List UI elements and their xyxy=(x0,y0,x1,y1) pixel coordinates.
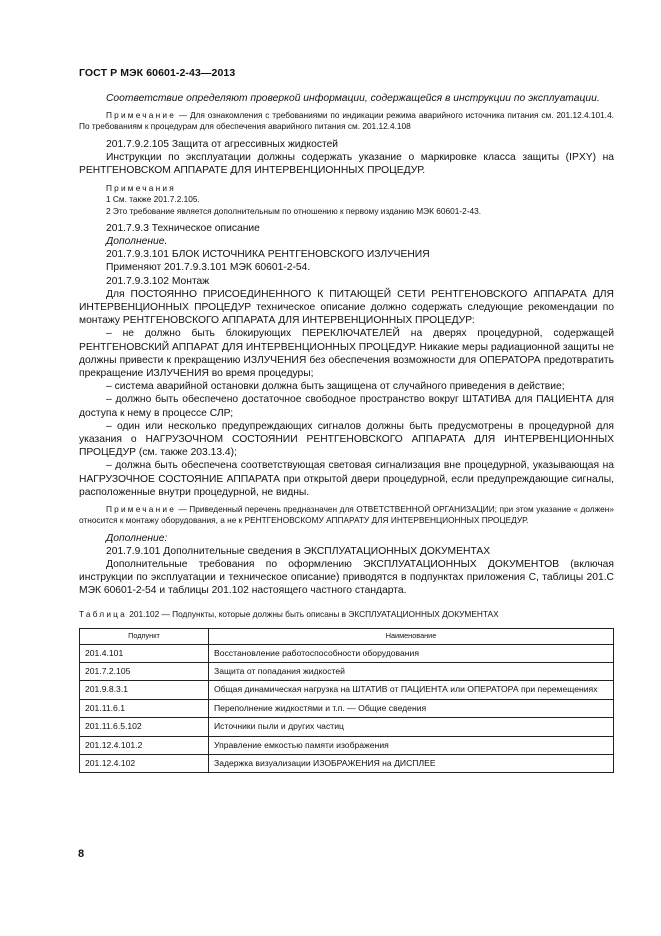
compliance-paragraph: Соответствие определяют проверкой информации, содержащейся в инструкции по эксплуатации. xyxy=(106,93,600,104)
note-2-1: 1 См. также 201.7.2.105. xyxy=(106,194,200,205)
note-3 xyxy=(79,504,614,526)
paragraph-2105: Инструкции по эксплуатации должны содержать указание о маркировке класса защиты (IPXY) на РЕНТГЕНОВСКОМ АППАРАТЕ ДЛЯ ИНТЕРВЕНЦИОННЫХ ПРОЦЕДУР. xyxy=(79,151,614,177)
section-heading-93101: 201.7.9.3.101 БЛОК ИСТОЧНИКА РЕНТГЕНОВСКОГО ИЗЛУЧЕНИЯ xyxy=(106,249,430,261)
note-text: — Для ознакомления с требованиями по индикации режима аварийного источника питания см. 201.12.4.101.4. По требованиям к процедурам для обеспечения аварийного питания см. 201.12.4.108 xyxy=(79,110,614,132)
column-header-title: Наименование xyxy=(209,628,614,644)
note-label: Примечание xyxy=(106,110,177,121)
table-cell: 201.11.6.5.102 xyxy=(80,718,209,736)
note-2-2: 2 Это требование является дополнительным по отношению к первому изданию МЭК 60601-2-43. xyxy=(106,205,482,216)
section-heading-93102: 201.7.9.3.102 Монтаж xyxy=(106,275,210,287)
table-row xyxy=(80,662,614,680)
table-cell: 201.11.6.1 xyxy=(80,699,209,717)
table-row xyxy=(80,644,614,662)
subclauses-table xyxy=(79,628,614,774)
page-body xyxy=(79,92,614,773)
table-caption-label: Таблица xyxy=(79,608,127,619)
table-cell: Задержка визуализации ИЗОБРАЖЕНИЯ на ДИСПЛЕЕ xyxy=(209,754,614,772)
table-header-row xyxy=(80,628,614,644)
list-item: – не должно быть блокирующих ПЕРЕКЛЮЧАТЕЛЕЙ на дверях процедурной, содержащей РЕНТГЕНОВСКИЙ АППАРАТ ДЛЯ ИНТЕРВЕНЦИОННЫХ ПРОЦЕДУР. Никакие меры радиационной защиты не должны привести к прекращению ИЗЛУЧЕНИЯ без обеспечения возможности для ОПЕРАТОРА предотвратить прекращение ИЗЛУЧЕНИЯ во время процедуры; xyxy=(79,328,614,380)
addition-label-2: Дополнение: xyxy=(106,532,168,544)
table-cell: 201.12.4.102 xyxy=(80,754,209,772)
table-cell: Защита от попадания жидкостей xyxy=(209,662,614,680)
section-heading-2105: 201.7.9.2.105 Защита от агрессивных жидкостей xyxy=(106,138,339,150)
list-item: – должна быть обеспечена соответствующая световая сигнализация вне процедурной, указывающая на НАГРУЗОЧНОЕ СОСТОЯНИЕ АППАРАТА при открытой двери процедурной, если предупреждающие сигналы, расположенные внутри процедурной, не видны. xyxy=(79,460,614,498)
table-row xyxy=(80,754,614,772)
paragraph-93101: Применяют 201.7.9.3.101 МЭК 60601-2-54. xyxy=(106,262,311,274)
section-heading-79101: 201.7.9.101 Дополнительные сведения в ЭКСПЛУАТАЦИОННЫХ ДОКУМЕНТАХ xyxy=(106,545,491,557)
mounting-paragraph: Для ПОСТОЯННО ПРИСОЕДИНЕННОГО К ПИТАЮЩЕЙ СЕТИ РЕНТГЕНОВСКОГО АППАРАТА ДЛЯ ИНТЕРВЕНЦИОННЫХ ПРОЦЕДУР техническое описание должно содержать следующие рекомендации по монтажу РЕНТГЕНОВСКОГО АППАРАТА ДЛЯ ИНТЕРВЕНЦИОННЫХ ПРОЦЕДУР: xyxy=(79,288,614,327)
note-label: Примечание xyxy=(106,504,177,515)
note-1 xyxy=(79,110,614,132)
list-item: – один или несколько предупреждающих сигналов должны быть предусмотрены в процедурной для указания о НАГРУЗОЧНОМ СОСТОЯНИИ РЕНТГЕНОВСКОГО АППАРАТА ДЛЯ ИНТЕРВЕНЦИОННЫХ ПРОЦЕДУР (см. также 203.13.4); xyxy=(79,420,614,459)
table-row xyxy=(80,681,614,699)
list-item: – система аварийной остановки должна быть защищена от случайного приведения в действие; xyxy=(106,381,565,393)
table-row xyxy=(80,736,614,754)
table-cell: Источники пыли и других частиц xyxy=(209,718,614,736)
table-cell: Восстановление работоспособности оборудования xyxy=(209,644,614,662)
paragraph-79101: Дополнительные требования по оформлению ЭКСПЛУАТАЦИОННЫХ ДОКУМЕНТОВ (включая инструкции по эксплуатации и техническое описание) приводятся в подпунктах приложения С, таблицы 201.С МЭК 60601-2-54 и таблицы 201.102 настоящего частного стандарта. xyxy=(79,558,614,597)
table-row xyxy=(80,699,614,717)
table-cell: Общая динамическая нагрузка на ШТАТИВ от ПАЦИЕНТА или ОПЕРАТОРА при перемещениях xyxy=(209,681,614,699)
standard-header: ГОСТ Р МЭК 60601-2-43—2013 xyxy=(79,67,236,79)
list-item: – должно быть обеспечено достаточное свободное пространство вокруг ШТАТИВА для ПАЦИЕНТА для доступа к нему в процессе СЛР; xyxy=(79,394,614,419)
table-cell: Переполнение жидкостями и т.п. — Общие сведения xyxy=(209,699,614,717)
addition-label: Дополнение. xyxy=(106,236,168,248)
table-row xyxy=(80,718,614,736)
table-cell: 201.7.2.105 xyxy=(80,662,209,680)
column-header-subclause: Подпункт xyxy=(80,628,209,644)
table-cell: Управление емкостью памяти изображения xyxy=(209,736,614,754)
table-caption-text: 201.102 — Подпункты, которые должны быть описаны в ЭКСПЛУАТАЦИОННЫХ ДОКУМЕНТАХ xyxy=(126,608,499,619)
notes-label: Примечания xyxy=(106,183,176,194)
table-caption xyxy=(79,609,614,620)
note-text: — Приведенный перечень предназначен для ОТВЕТСТВЕННОЙ ОРГАНИЗАЦИИ; при этом указание « должен» относится к монтажу оборудования, а не к РЕНТГЕНОВСКОМУ АППАРАТУ ДЛЯ ИНТЕРВЕНЦИОННЫХ ПРОЦЕДУР. xyxy=(79,504,614,526)
section-heading-793: 201.7.9.3 Техническое описание xyxy=(106,222,260,234)
table-cell: 201.4.101 xyxy=(80,644,209,662)
page-number: 8 xyxy=(78,848,85,860)
table-cell: 201.9.8.3.1 xyxy=(80,681,209,699)
table-cell: 201.12.4.101.2 xyxy=(80,736,209,754)
